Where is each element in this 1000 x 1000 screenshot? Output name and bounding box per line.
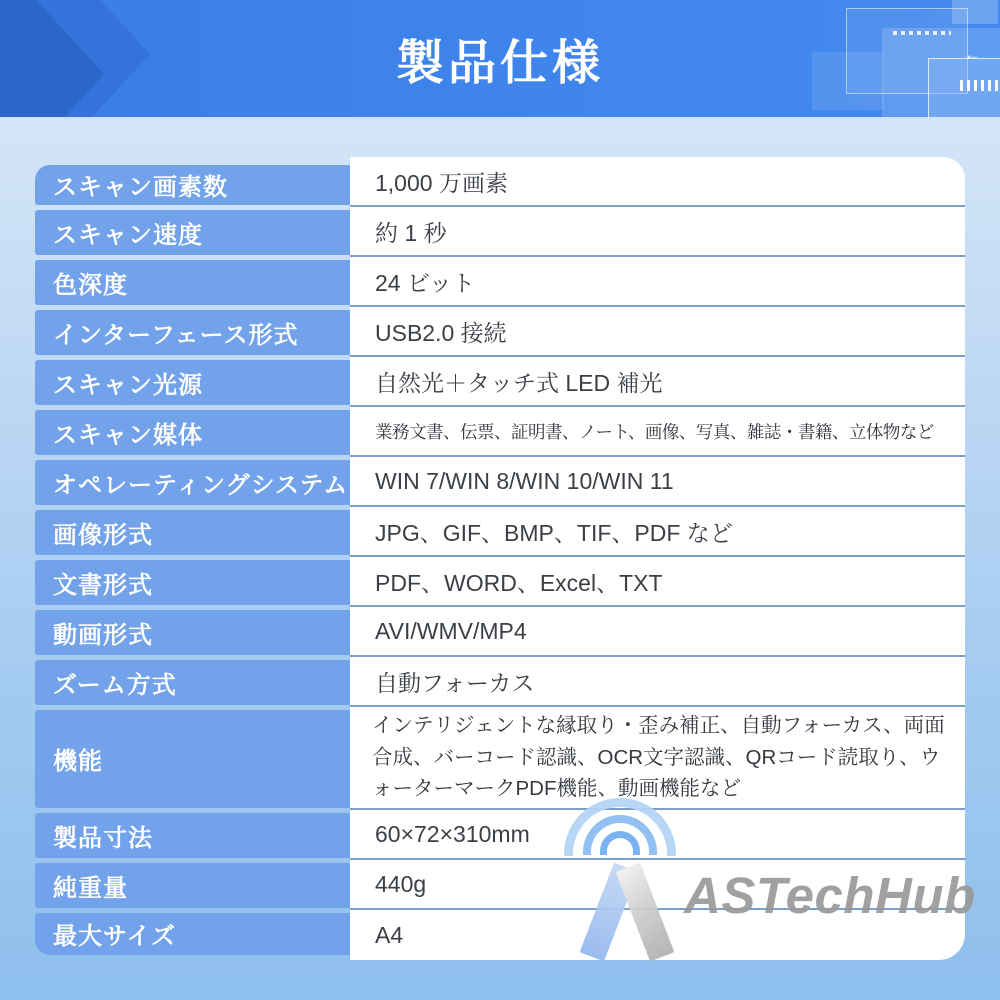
spec-value: JPG、GIF、BMP、TIF、PDF など [350,507,965,557]
spec-row-interface [35,307,965,357]
spec-row-color-depth [35,257,965,307]
spec-label: スキャン媒体 [35,410,350,455]
spec-value: 自動フォーカス [350,657,965,707]
spec-label: 機能 [35,710,350,808]
arrow-left-icon: ← [964,45,981,64]
spec-row-zoom-method [35,657,965,707]
spec-value: 業務文書、伝票、証明書、ノート、画像、写真、雑誌・書籍、立体物など [350,407,965,457]
spec-value: 約 1 秒 [350,207,965,257]
spec-value: WIN 7/WIN 8/WIN 10/WIN 11 [350,457,965,507]
spec-row-os [35,457,965,507]
spec-label: 動画形式 [35,610,350,655]
spec-value: 1,000 万画素 [350,157,965,207]
brand-name: ASTechHub [684,867,976,924]
spec-value: PDF、WORD、Excel、TXT [350,557,965,607]
spec-label: スキャン光源 [35,360,350,405]
spec-row-image-format [35,507,965,557]
spec-row-document-format [35,557,965,607]
a-mark-icon [574,858,694,958]
spec-label: 最大サイズ [35,913,350,956]
spec-value: USB2.0 接続 [350,307,965,357]
spec-row-video-format [35,607,965,657]
spec-value: 24 ビット [350,257,965,307]
spec-row-light-source [35,357,965,407]
spec-row-scan-speed [35,207,965,257]
spec-label: スキャン画素数 [35,165,350,205]
spec-row-scan-media [35,407,965,457]
brand-logo [552,792,976,962]
spec-label: 純重量 [35,863,350,908]
spec-label: 製品寸法 [35,813,350,858]
spec-value: 自然光＋タッチ式 LED 補光 [350,357,965,407]
spec-value: AVI/WMV/MP4 [350,607,965,657]
spec-label: ズーム方式 [35,660,350,705]
spec-label: 色深度 [35,260,350,305]
spec-label: 画像形式 [35,510,350,555]
spec-row-scan-pixels [35,157,965,207]
spec-label: オペレーティングシステム [35,460,350,505]
spec-value: 440g [350,860,965,910]
spec-label: インターフェース形式 [35,310,350,355]
header-banner [0,0,1000,117]
spec-value: 60×72×310mm [350,810,965,860]
page-title: 製品仕様 [395,37,604,90]
spec-value: インテリジェントな縁取り・歪み補正、自動フォーカス、両面合成、バーコード認識、OCR文字認識、QRコード読取り、ウォーターマークPDF機能、動画機能など [350,707,965,810]
spec-label: スキャン速度 [35,210,350,255]
spec-label: 文書形式 [35,560,350,605]
spec-value: A4 [350,910,965,960]
